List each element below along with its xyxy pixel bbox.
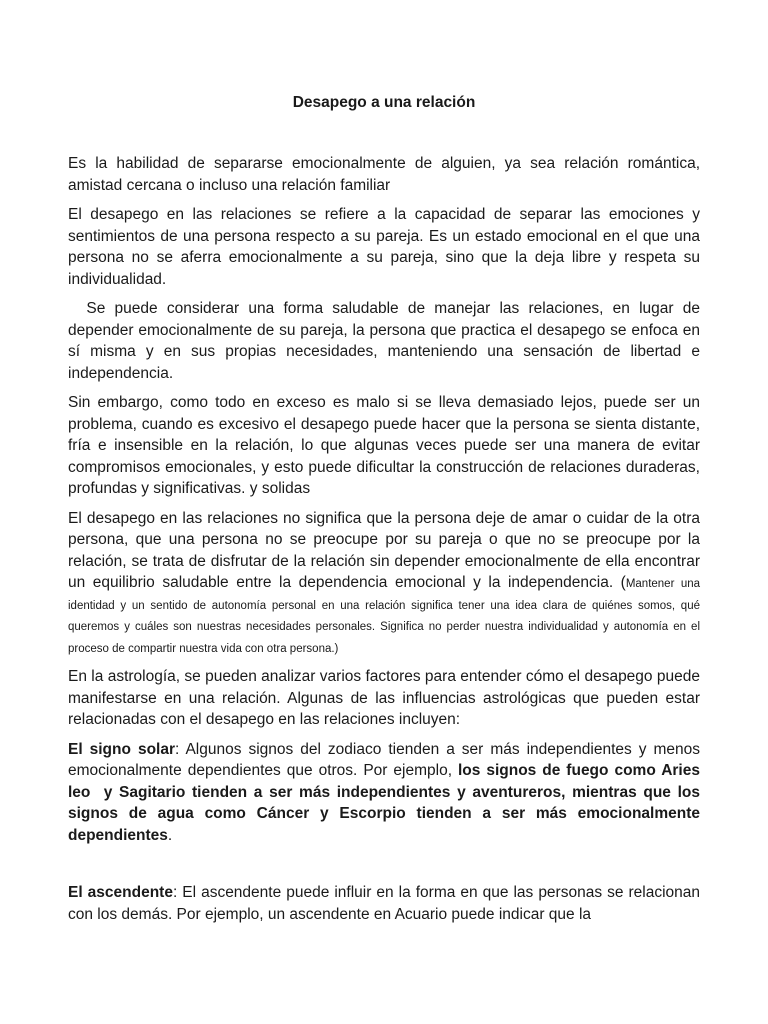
paragraph-balance-main: El desapego en las relaciones no significa que la persona deje de amar o cuidar de la otra persona, que una persona no se preocupe por su pareja o que no se preocupe por la relación, se trata de disfrutar de la relación sin depender emocionalmente de ella encontrar un equilibrio saludable entre la dependencia emocional y la independencia. <box>68 509 700 591</box>
paragraph-balance <box>68 508 700 659</box>
ascendant-text: : El ascendente puede influir en la forma en que las personas se relacionan con los demás. Por ejemplo, un ascendente en Acuario puede indicar que la <box>68 884 700 923</box>
sun-sign-bold-text: los signos de fuego como Aries leo y Sagitario tienden a ser más independientes y aventureros, mientras que los signos de agua como Cáncer y Escorpio tienden a ser más emocionalmente dependientes <box>68 762 700 844</box>
sun-sign-end: . <box>167 826 173 844</box>
sun-sign-text: : Algunos signos del zodiaco tienden a ser más independientes y menos emocionalmente dependientes que otros. Por ejemplo, <box>68 740 700 779</box>
paragraph-balance-note: Mantener una identidad y un sentido de autonomía personal en una relación significa tener una idea clara de quiénes somos, qué queremos y cuáles son nuestras necesidades personales. Significa no perder nuestra individualidad y autonomía en el proceso de compartir nuestra vida con otra persona.) <box>68 578 701 655</box>
paragraph-concept: El desapego en las relaciones se refiere a la capacidad de separar las emociones y sentimientos de una persona respecto a su pareja. Es un estado emocional en el que una persona no se aferra emocionalmente a su pareja, sino que la deja libre y respeta su individualidad. <box>68 206 700 288</box>
paragraph-ascendant <box>68 882 700 925</box>
document-body <box>68 153 700 933</box>
spacer <box>68 854 700 882</box>
paragraph-excess: Sin embargo, como todo en exceso es malo si se lleva demasiado lejos, puede ser un problema, cuando es excesivo el desapego puede hacer que la persona se sienta distante, fría e insensible en la relación, lo que algunas veces puede ser una manera de evitar compromisos emocionales, y esto puede dificultar la construcción de relaciones duraderas, profundas y significativas. y solidas <box>68 394 700 497</box>
paragraph-healthy-form: Se puede considerar una forma saludable de manejar las relaciones, en lugar de depender emocionalmente de su pareja, la persona que practica el desapego se enfoca en sí misma y en sus propias necesidades, manteniendo una sensación de libertad e independencia. <box>68 300 700 382</box>
document-title: Desapego a una relación <box>292 94 476 111</box>
paragraph-astrology: En la astrología, se pueden analizar varios factores para entender cómo el desapego puede manifestarse en una relación. Algunas de las influencias astrológicas que pueden estar relacionadas con el desapego en las relaciones incluyen: <box>68 668 700 728</box>
paragraph-sun-sign <box>68 739 700 847</box>
paragraph-definition: Es la habilidad de separarse emocionalmente de alguien, ya sea relación romántica, amistad cercana o incluso una relación familiar <box>68 155 700 194</box>
sun-sign-label: El signo solar <box>68 740 176 758</box>
note-open-paren: ( <box>620 574 626 591</box>
ascendant-label: El ascendente <box>68 884 173 901</box>
